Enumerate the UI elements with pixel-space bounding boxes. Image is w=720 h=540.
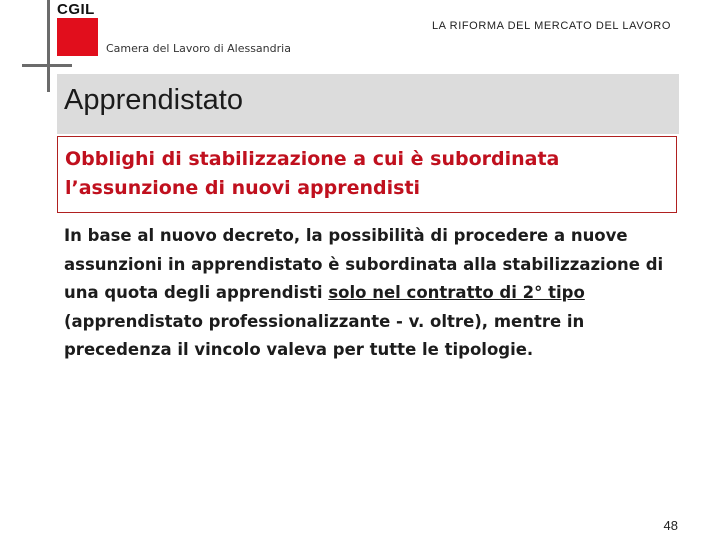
decorative-vertical-line bbox=[47, 0, 50, 92]
body-text-part-1: In base al nuovo decreto, la possibilità di procedere a nuove assunzioni in apprendistato è subordinata alla stabilizzazione di una quota degli apprendisti bbox=[64, 226, 664, 302]
logo-text: CGIL bbox=[57, 1, 95, 18]
page-number: 48 bbox=[663, 518, 678, 533]
slide-title: Apprendistato bbox=[64, 84, 243, 116]
organization-name: Camera del Lavoro di Alessandria bbox=[106, 42, 291, 55]
body-paragraph bbox=[64, 222, 682, 365]
body-text-part-2: (apprendistato professionalizzante - v. oltre), mentre in precedenza il vincolo valeva per tutte le tipologie. bbox=[64, 311, 585, 359]
body-text-underlined: solo nel contratto di 2° tipo bbox=[328, 283, 585, 302]
presentation-title: LA RIFORMA DEL MERCATO DEL LAVORO bbox=[431, 20, 671, 32]
title-band bbox=[57, 74, 679, 134]
slide-subtitle bbox=[65, 145, 665, 203]
logo-red-square bbox=[57, 18, 98, 56]
subtitle-line-1: Obblighi di stabilizzazione a cui è subordinata bbox=[65, 148, 560, 170]
decorative-horizontal-line bbox=[22, 64, 72, 67]
subtitle-box bbox=[57, 136, 677, 213]
subtitle-line-2: l’assunzione di nuovi apprendisti bbox=[65, 177, 421, 199]
